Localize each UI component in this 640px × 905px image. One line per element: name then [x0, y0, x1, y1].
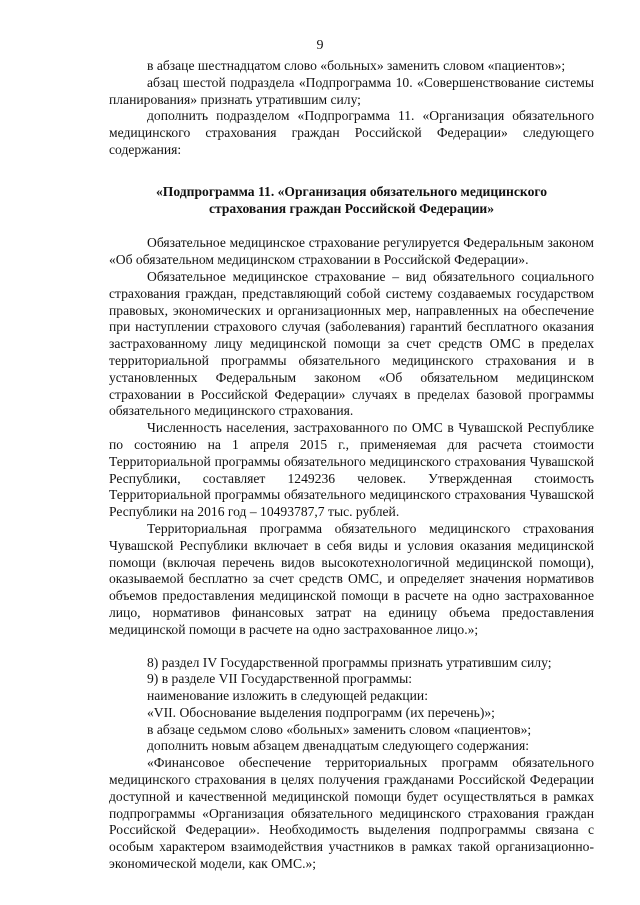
- subprogram-heading: «Подпрограмма 11. «Организация обязательного медицинского страхования граждан Российской Федерации»: [155, 183, 547, 216]
- paragraph: дополнить подразделом «Подпрограмма 11. «Организация обязательного медицинского страхования граждан Российской Федерации» следующего содержания:: [109, 108, 594, 157]
- document-body: [109, 58, 594, 873]
- paragraph: Обязательное медицинское страхование – вид обязательного социального страхования граждан, представляющий собой систему создаваемых государством правовых, экономических и организационных мер, направленных на обеспечение при наступлении страхового случая (заболевания) гарантий бесплатного оказания застрахованному лицу медицинской помощи за счет средств ОМС в пределах территориальной программы обязательного медицинского страхования и в установленных Федеральным законом «Об обязательном медицинском страховании в Российской Федерации» случаях в пределах базовой программы обязательного медицинского страхования.: [109, 268, 594, 419]
- paragraph: 9) в разделе VII Государственной программы:: [147, 671, 413, 687]
- paragraph: 8) раздел IV Государственной программы признать утратившим силу;: [147, 654, 552, 670]
- paragraph: «VII. Обоснование выделения подпрограмм (их перечень)»;: [147, 704, 495, 720]
- page-number: 9: [316, 38, 324, 53]
- paragraph: наименование изложить в следующей редакции:: [147, 688, 428, 704]
- paragraph: абзац шестой подраздела «Подпрограмма 10. «Совершенствование системы планирования» признать утратившим силу;: [109, 74, 594, 107]
- spacer: [109, 639, 594, 655]
- paragraph: дополнить новым абзацем двенадцатым следующего содержания:: [147, 738, 529, 754]
- paragraph: Территориальная программа обязательного медицинского страхования Чувашской Республики включает в себя виды и условия оказания медицинской помощи (включая перечень видов высокотехнологичной медицинской помощи), оказываемой бесплатно за счет средств ОМС, и определяет значения нормативов объемов предоставления медицинской помощи в расчете на одно застрахованное лицо, нормативов финансовых затрат на единицу объема предоставления медицинской помощи в расчете на одно застрахованное лицо.»;: [109, 520, 594, 637]
- paragraph: в абзаце седьмом слово «больных» заменить словом «пациентов»;: [147, 721, 532, 737]
- paragraph: Численность населения, застрахованного по ОМС в Чувашской Республике по состоянию на 1 апреля 2015 г., применяемая для расчета стоимости Территориальной программы обязательного медицинского страхования Чувашской Республики, составляет 1249236 человек. Утвержденная стоимость Территориальной программы обязательного медицинского страхования Чувашской Республики на 2016 год – 10493787,7 тыс. рублей.: [109, 420, 594, 520]
- paragraph: в абзаце шестнадцатом слово «больных» заменить словом «пациентов»;: [147, 58, 566, 73]
- paragraph: Обязательное медицинское страхование регулируется Федеральным законом «Об обязательном медицинском страховании в Российской Федерации».: [109, 235, 594, 268]
- paragraph: «Финансовое обеспечение территориальных программ обязательного медицинского страхования в целях получения гражданами Российской Федерации доступной и качественной медицинской помощи будет осуществляться в рамках подпрограммы «Организация обязательного медицинского страхования граждан Российской Федерации». Необходимость выделения подпрограммы связана с особым характером взаимодействия участников в рамках такой организационно-экономической модели, как ОМС.»;: [109, 755, 594, 872]
